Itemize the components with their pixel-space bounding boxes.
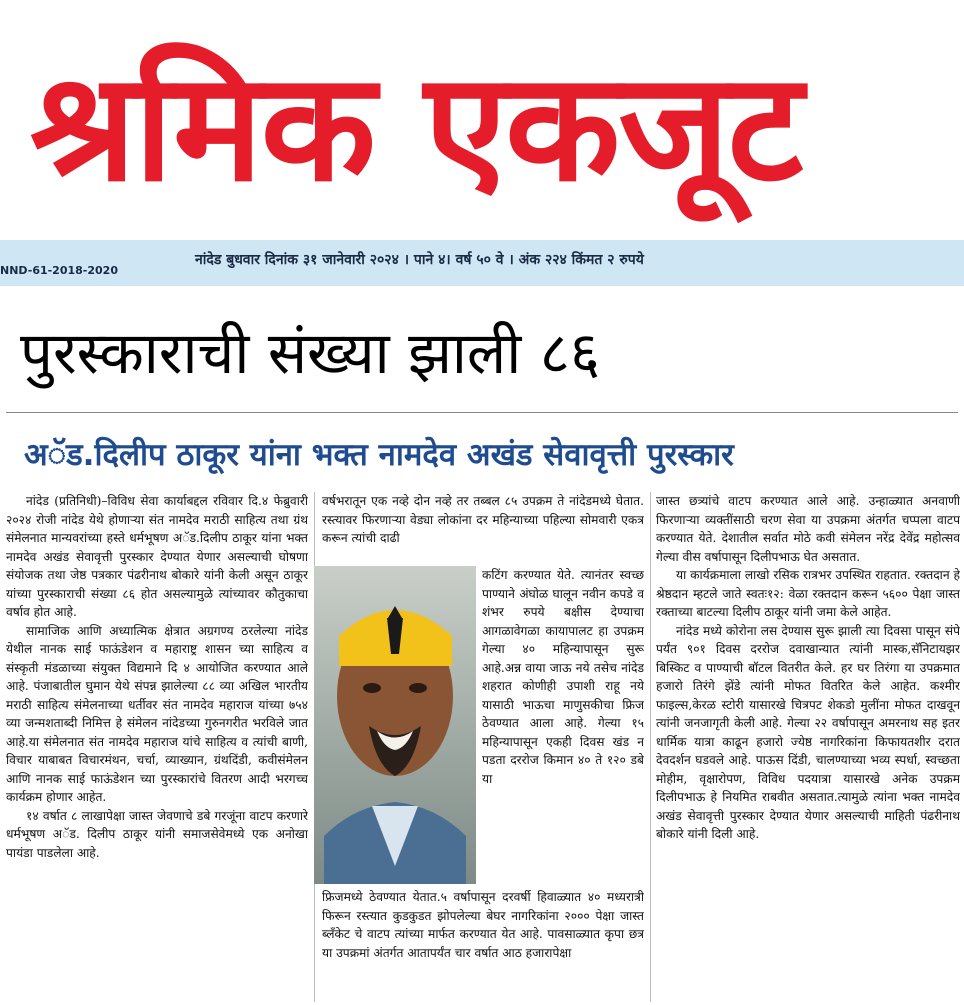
column-divider — [650, 492, 651, 1002]
subheadline: अॅड.दिलीप ठाकूर यांना भक्त नामदेव अखंड सेवावृत्ती पुरस्कार — [24, 437, 734, 473]
article-column-3 — [656, 492, 960, 1002]
headline: पुरस्काराची संख्या झाली ८६ — [20, 319, 601, 387]
paragraph: कटिंग करण्यात येते. त्यानंतर स्वच्छ पाण्याने अंघोळ घालून नवीन कपडे व शंभर रुपये बक्षीस देण्याचा आगळावेगळा कायापालट हा उपक्रम गेल्या ४० महिन्यापासून सुरू आहे.अन्न वाया जाऊ नये तसेच नांदेड शहरात कोणीही उपाशी राहू नये यासाठी भाऊचा माणुसकीचा फ्रिज ठेवण्यात आला आहे. गेल्या १५ महिन्यापासून एकही दिवस खंड न पडता दररोज किमान ४० ते १२० डबे या — [482, 568, 644, 786]
paragraph: १४ वर्षात ८ लाखापेक्षा जास्त जेवणाचे डबे गरजूंना वाटप करणारे धर्मभूषण अॅड. दिलीप ठाकूर यांनी समाजसेवेमध्ये एक अनोखा पायंडा पाडलेला आहे. — [6, 808, 308, 860]
paragraph: या कार्यक्रमाला लाखो रसिक रात्रभर उपस्थित राहतात. रक्तदान हे श्रेष्ठदान म्हटले जाते स्वतः१२: वेळा रक्तदान करून ५६०० पेक्षा जास्त रक्ताच्या बाटल्या दिलीप ठाकूर यांनी जमा केले आहेत. — [656, 568, 960, 619]
portrait-illustration — [314, 566, 476, 884]
portrait-photo — [314, 566, 476, 884]
paragraph: वर्षभरातून एक नव्हे दोन नव्हे तर तब्बल ८५ उपक्रम ते नांदेडमध्ये घेतात. रस्त्यावर फिरणाऱ्या वेड्या लोकांना दर महिन्याच्या पहिल्या सोमवारी एकत्र करून त्यांची दाढी — [322, 494, 644, 545]
article-column-2-top — [322, 492, 644, 566]
edition-line: नांदेड बुधवार दिनांक ३१ जानेवारी २०२४ । पाने ४। वर्ष ५० वे । अंक २२४ किंमत २ रुपये — [195, 252, 644, 268]
article-column-2-bottom — [322, 888, 644, 1002]
article-column-1 — [6, 492, 308, 1002]
paragraph: नांदेड मध्ये कोरोना लस देण्यास सुरू झाली त्या दिवसा पासून संपे पर्यंत ९०१ दिवस दररोज दवाखान्यात त्यांनी मास्क,सॅनिटायझर बिस्किट व पाण्याची बॉटल वितरीत केले. हर घर तिरंगा या उपक्रमात हजारो तिरंगे झेंडे त्यांनी मोफत वितरित केले आहेत. कश्मीर फाइल्स,केरळ स्टोरी यासारखे चित्रपट शेकडो मुलींना मोफत दाखवून त्यांनी जनजागृती केली आहे. गेल्या २२ वर्षापासून अमरनाथ सह इतर धार्मिक यात्रा काढून हजारो ज्येष्ठ नागरिकांना किफायतशीर दरात देवदर्शन घडवले आहे. पाऊस दिंडी, चालण्याच्या भव्य स्पर्धा, स्वच्छता मोहीम, वृक्षारोपण, विविध पदयात्रा यासारखे अनेक उपक्रम दिलीपभाऊ हे नियमित राबवीत असतात.त्यामुळे त्यांना भक्त नामदेव अखंड सेवावृत्ती पुरस्कार देण्यात येणार असल्याची माहिती पंढरीनाथ बोकारे यांनी दिली आहे. — [656, 623, 960, 841]
paragraph: नांदेड (प्रतिनिधी)–विविध सेवा कार्याबद्दल रविवार दि.४ फेब्रुवारी २०२४ रोजी नांदेड येथे होणाऱ्या संत नामदेव मराठी साहित्य तथा ग्रंथ संमेलनात मान्यवरांच्या हस्ते धर्मभूषण अॅड.दिलीप ठाकूर यांना भक्त नामदेव अखंड सेवावृत्ती पुरस्कार देण्यात येणार असल्याची घोषणा संयोजक तथा जेष्ठ पत्रकार पंढरीनाथ बोकारे यांनी केली असून ठाकूर यांच्या पुरस्काराची संख्या ८६ होत असल्यामुळे त्यांच्यावर कौतुकाचा वर्षाव होत आहे. — [6, 494, 308, 619]
article-column-2-middle — [482, 566, 644, 886]
paragraph: सामाजिक आणि अध्यात्मिक क्षेत्रात अग्रगण्य ठरलेल्या नांदेड येथील नानक साई फाऊंडेशन व महाराष्ट्र शासन च्या साहित्य व संस्कृती मंडळाच्या संयुक्त विद्यमाने दि ४ आयोजित करण्यात आले आहे. पंजाबातील घुमान येथे संपन्न झालेल्या ८८ व्या अखिल भारतीय मराठी साहित्य संमेलनाच्या धर्तीवर संत नामदेव महाराज यांच्या ७५४ व्या जन्मशताब्दी निमित्त हे संमेलन नांदेडच्या गुरुनगरीत भरविले जात आहे.या संमेलनात संत नामदेव महाराज यांचे साहित्य व त्यांची बाणी, विचार याबाबत विचारमंथन, चर्चा, व्याख्यान, ग्रंथदिंडी, कवीसंमेलन आणि नानक साई फाऊंडेशन च्या पुरस्कारांचे वितरण आदी भरगच्च कार्यक्रम होणार आहेत. — [6, 623, 308, 804]
divider — [6, 412, 958, 413]
registration-number: NND-61-2018-2020 — [0, 264, 118, 277]
paragraph: फ्रिजमध्ये ठेवण्यात येतात.५ वर्षापासून दरवर्षी हिवाळ्यात ४० मध्यरात्री फिरून रस्त्यात कुडकुडत झोपलेल्या बेघर नागरिकांना २००० पेक्षा जास्त ब्लँकेट चे वाटप त्यांच्या मार्फत करण्यात येत आहे. पावसाळ्यात कृपा छत्र या उपक्रमां अंतर्गत आतापर्यंत चार वर्षात आठ हजारापेक्षा — [322, 890, 644, 960]
paragraph: जास्त छत्र्यांचे वाटप करण्यात आले आहे. उन्हाळ्यात अनवाणी फिरणाऱ्या व्यक्तींसाठी चरण सेवा या उपक्रमा अंतर्गत चप्पला वाटप करण्यात येते. देशातील सर्वात मोठे कवी संमेलन नरेंद्र देवेंद्र महोत्सव गेल्या वीस वर्षापासून दिलीपभाऊ घेत असतात. — [656, 494, 960, 564]
newspaper-title: श्रमिक एकजूट — [30, 41, 802, 215]
masthead — [0, 0, 964, 240]
